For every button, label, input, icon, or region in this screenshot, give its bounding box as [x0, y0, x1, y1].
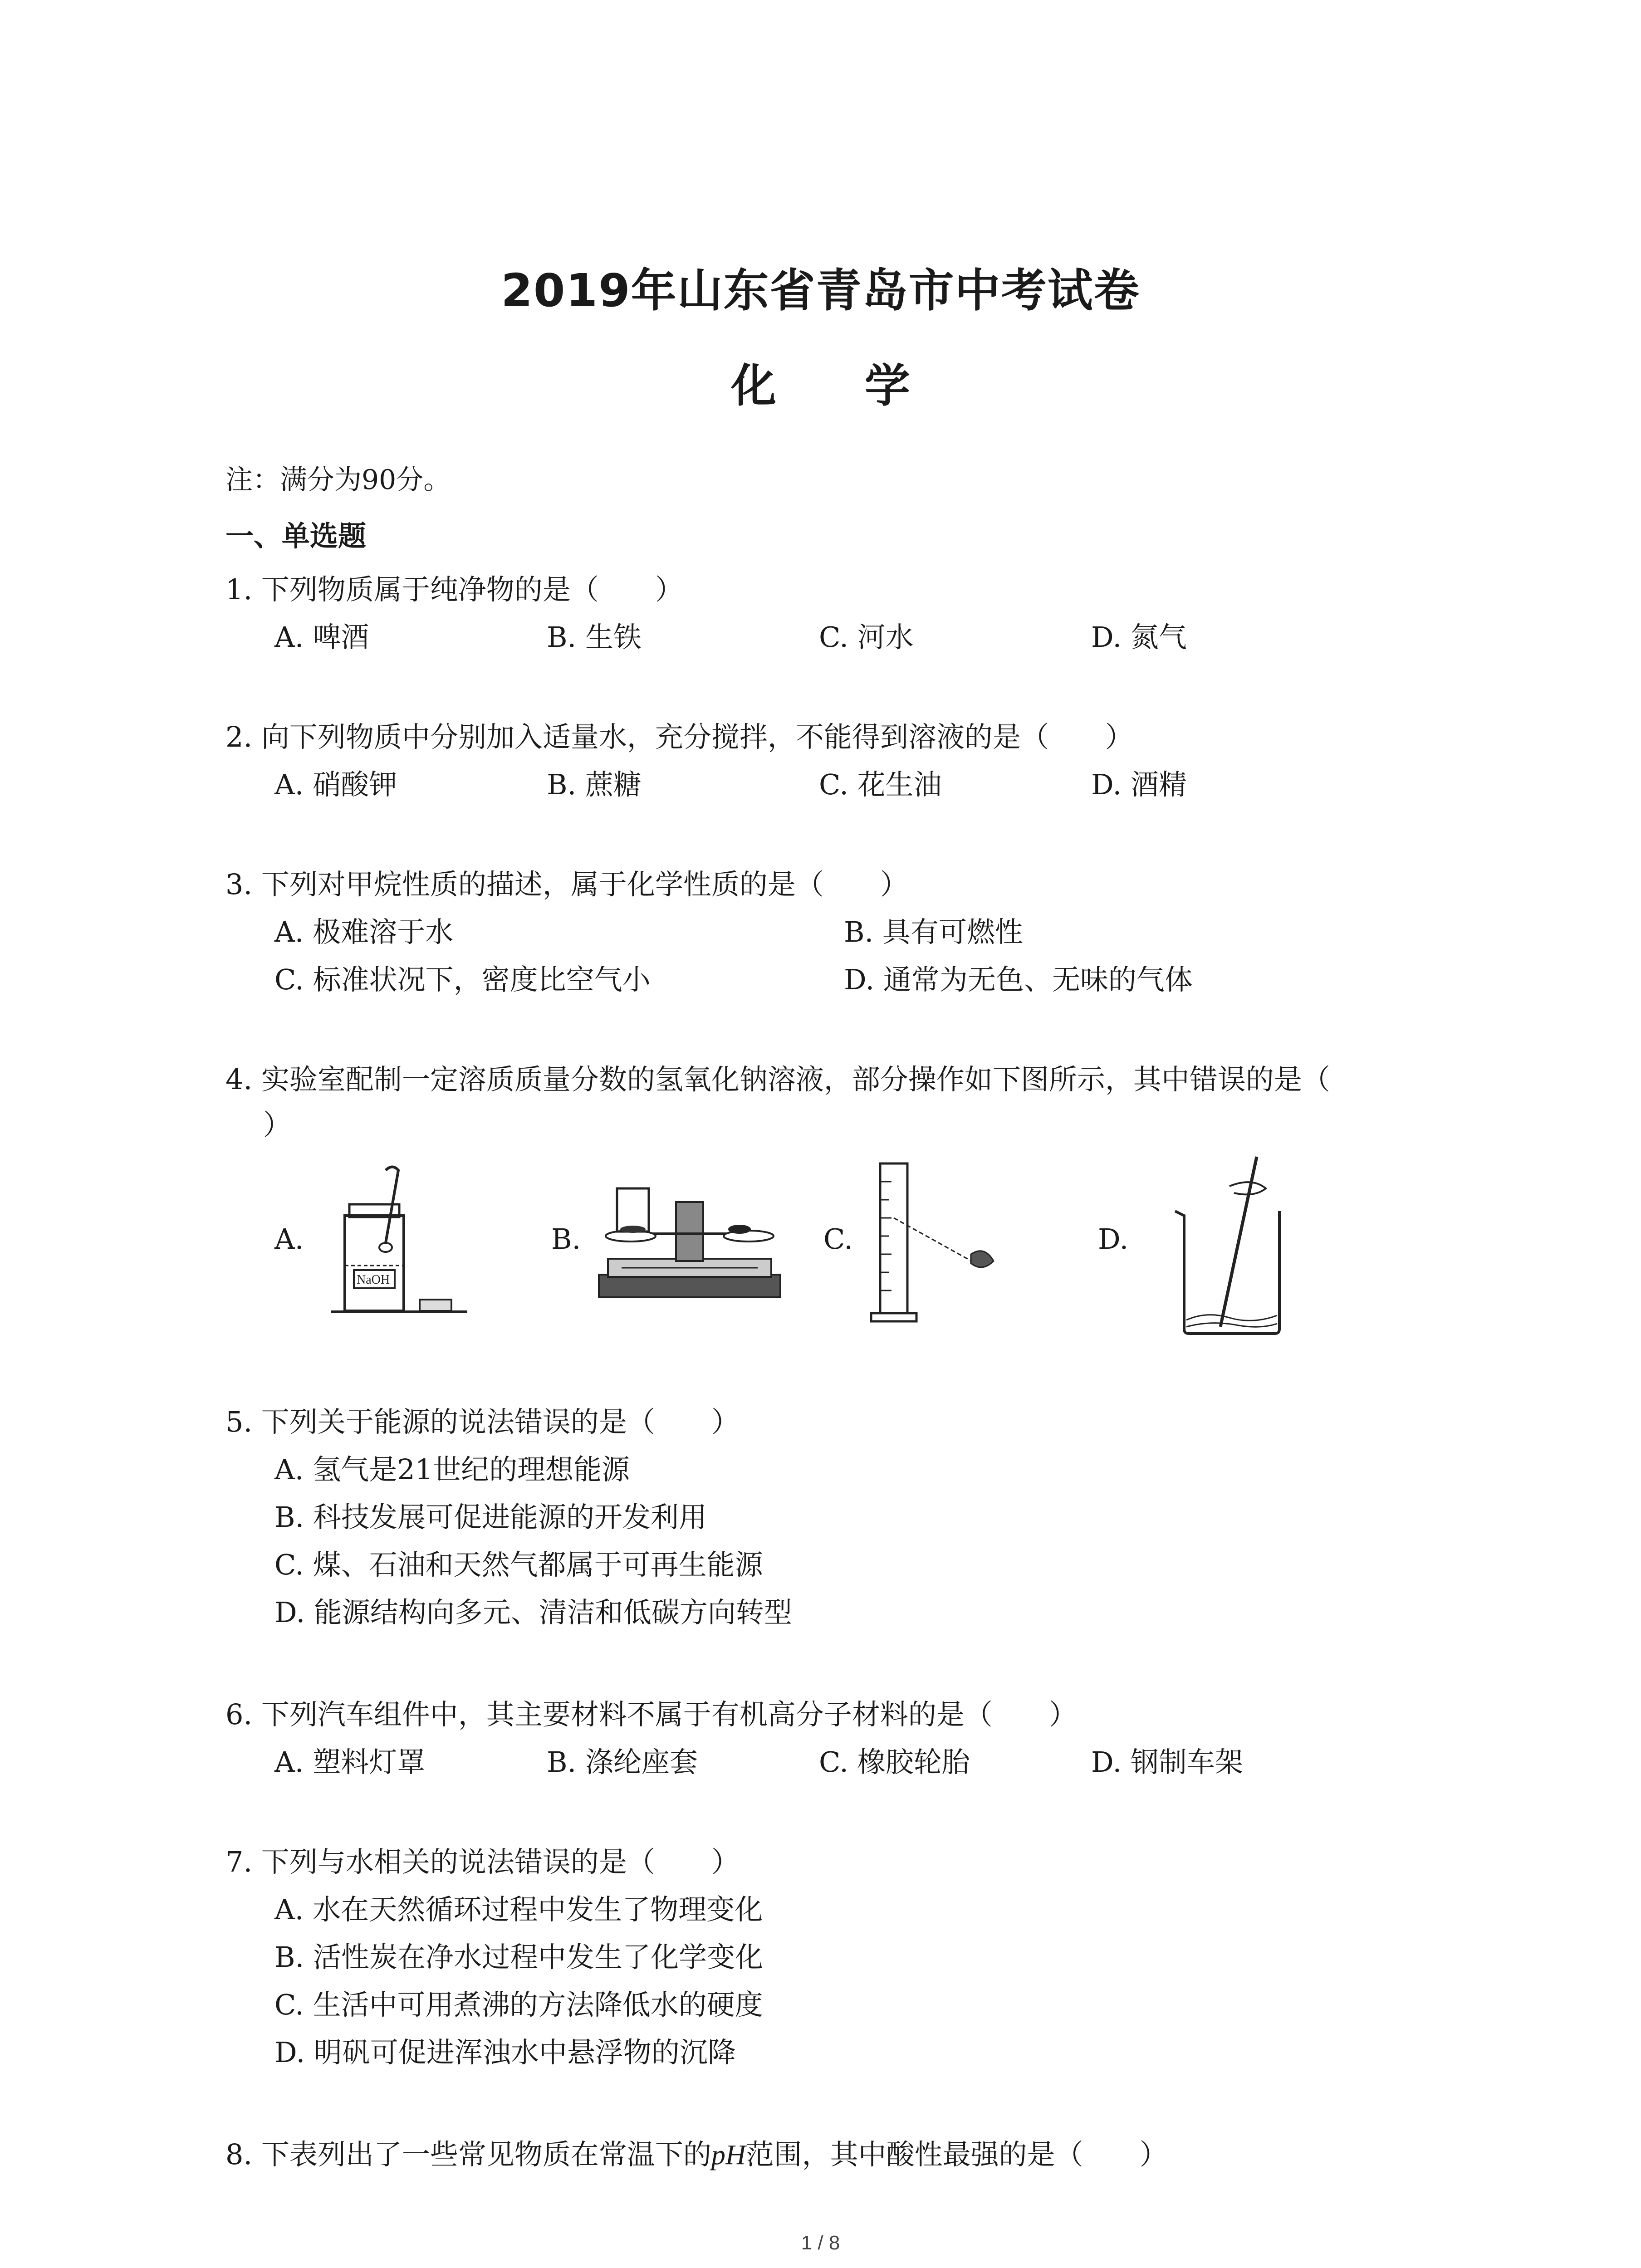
section-heading: 一、单选题 [225, 519, 367, 552]
q3-option-b: B. 具有可燃性 [844, 915, 1023, 948]
question-2-stem: 2. 向下列物质中分别加入适量水，充分搅拌，不能得到溶液的是（ ） [225, 720, 1133, 753]
question-5-stem: 5. 下列关于能源的说法错误的是（ ） [225, 1405, 740, 1438]
naoh-label: NaOH [357, 1273, 390, 1287]
q7-option-d: D. 明矾可促进浑浊水中悬浮物的沉降 [274, 2036, 736, 2069]
q3-option-a: A. 极难溶于水 [274, 915, 454, 948]
q1-option-d: D. 氮气 [1091, 621, 1187, 654]
q7-option-c: C. 生活中可用煮沸的方法降低水的硬度 [274, 1988, 763, 2021]
question-8-ph: pH [711, 2140, 746, 2170]
q2-option-c: C. 花生油 [819, 768, 942, 801]
question-1-stem: 1. 下列物质属于纯净物的是（ ） [225, 573, 683, 606]
q4-option-b: B. [551, 1222, 581, 1256]
q7-option-b: B. 活性炭在净水过程中发生了化学变化 [274, 1941, 763, 1974]
q4-option-a: A. [274, 1222, 304, 1256]
question-3-stem: 3. 下列对甲烷性质的描述，属于化学性质的是（ ） [225, 868, 908, 901]
question-8-stem-post: 范围，其中酸性最强的是（ ） [745, 2138, 1168, 2171]
q1-option-b: B. 生铁 [547, 621, 642, 654]
question-8-stem-pre: 8. 下表列出了一些常见物质在常温下的 [225, 2138, 711, 2171]
figure-c-cylinder-reading [862, 1154, 1025, 1336]
q6-option-b: B. 涤纶座套 [547, 1745, 698, 1779]
q5-option-d: D. 能源结构向多元、清洁和低碳方向转型 [274, 1596, 792, 1629]
page-number: 1 / 8 [801, 2232, 840, 2254]
q1-option-a: A. 啤酒 [274, 621, 369, 654]
question-7-stem: 7. 下列与水相关的说法错误的是（ ） [225, 1845, 740, 1878]
q1-option-c: C. 河水 [819, 621, 914, 654]
question-4-stem-cont: ） [263, 1108, 292, 1141]
figure-d-beaker-stirring [1161, 1148, 1307, 1343]
subject-text: 化 学 [731, 359, 946, 412]
exam-title: 2019年山东省青岛市中考试卷 [501, 264, 1140, 317]
q7-option-a: A. 水在天然循环过程中发生了物理变化 [274, 1893, 763, 1926]
question-8-stem [225, 2132, 1168, 2172]
q6-option-d: D. 钢制车架 [1091, 1745, 1243, 1779]
q3-option-d: D. 通常为无色、无味的气体 [844, 963, 1193, 996]
question-4-stem: 4. 实验室配制一定溶质质量分数的氢氧化钠溶液，部分操作如下图所示，其中错误的是（ [225, 1063, 1330, 1096]
q6-option-c: C. 橡胶轮胎 [819, 1745, 970, 1779]
q2-option-b: B. 蔗糖 [547, 768, 642, 801]
q2-option-a: A. 硝酸钾 [274, 768, 397, 801]
q4-option-c: C. [823, 1222, 853, 1256]
subject-title [0, 349, 1641, 415]
q5-option-c: C. 煤、石油和天然气都属于可再生能源 [274, 1548, 763, 1581]
figure-b-balance [590, 1161, 789, 1315]
question-6-stem: 6. 下列汽车组件中，其主要材料不属于有机高分子材料的是（ ） [225, 1698, 1077, 1731]
q6-option-a: A. 塑料灯罩 [274, 1745, 426, 1779]
q2-option-d: D. 酒精 [1091, 768, 1187, 801]
q5-option-a: A. 氢气是21世纪的理想能源 [274, 1453, 630, 1486]
figure-a-naoh-bottle [318, 1161, 481, 1325]
q3-option-c: C. 标准状况下，密度比空气小 [274, 963, 651, 996]
q4-option-d: D. [1098, 1222, 1129, 1256]
q5-option-b: B. 科技发展可促进能源的开发利用 [274, 1501, 707, 1534]
score-note: 注：满分为90分。 [225, 464, 451, 496]
